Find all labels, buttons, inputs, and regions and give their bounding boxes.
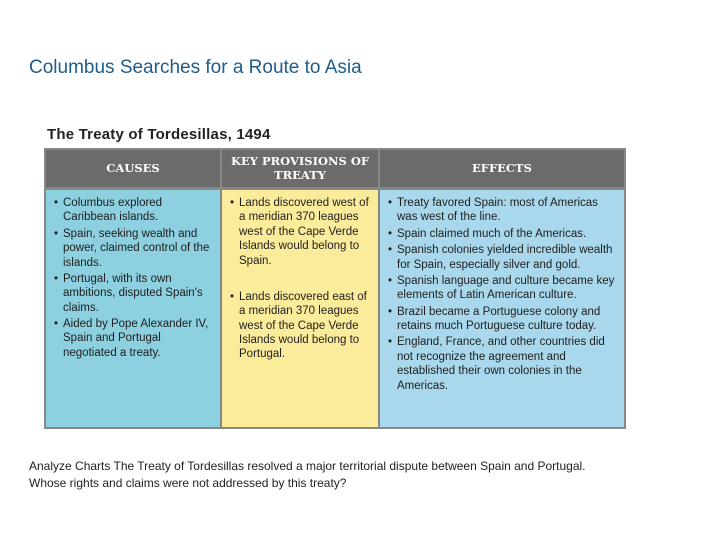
chart-caption: Analyze Charts The Treaty of Tordesillas resolved a major territorial dispute between Spain and Portugal. Whose rights and claims were not addressed by this treaty? (29, 459, 586, 490)
list-item: • Portugal, with its own ambitions, disputed Spain's claims. (54, 272, 214, 315)
list-item: • Columbus explored Caribbean islands. (54, 196, 214, 225)
figure-title: The Treaty of Tordesillas, 1494 (47, 126, 271, 143)
list-item: • Spain, seeking wealth and power, claimed control of the islands. (54, 227, 214, 270)
list-item: • Treaty favored Spain: most of Americas was west of the line. (388, 196, 618, 225)
causes-list (54, 196, 214, 360)
causes-column (46, 190, 220, 427)
list-item: • Lands discovered east of a meridian 370 leagues west of the Cape Verde Islands would belong to Portugal. (230, 290, 372, 362)
list-item: • Spain claimed much of the Americas. (388, 227, 618, 241)
list-item: • Spanish colonies yielded incredible wealth for Spain, especially silver and gold. (388, 243, 618, 272)
list-item: • Brazil became a Portuguese colony and retains much Portuguese culture today. (388, 305, 618, 334)
list-item: • Spanish language and culture became key elements of Latin American culture. (388, 274, 618, 303)
causes-header: CAUSES (46, 150, 220, 187)
slide-title: Columbus Searches for a Route to Asia (29, 57, 362, 78)
list-item: • Lands discovered west of a meridian 370 leagues west of the Cape Verde Islands would belong to Spain. (230, 196, 372, 268)
treaty-chart (44, 148, 626, 429)
provisions-header: KEY PROVISIONS OF TREATY (222, 150, 378, 187)
provisions-column (222, 190, 378, 427)
effects-header: EFFECTS (380, 150, 624, 187)
effects-column (380, 190, 624, 427)
provisions-list (230, 196, 372, 362)
list-item: • Aided by Pope Alexander IV, Spain and Portugal negotiated a treaty. (54, 317, 214, 360)
effects-list (388, 196, 618, 393)
list-item: • England, France, and other countries did not recognize the agreement and established their own colonies in the Americas. (388, 335, 618, 393)
